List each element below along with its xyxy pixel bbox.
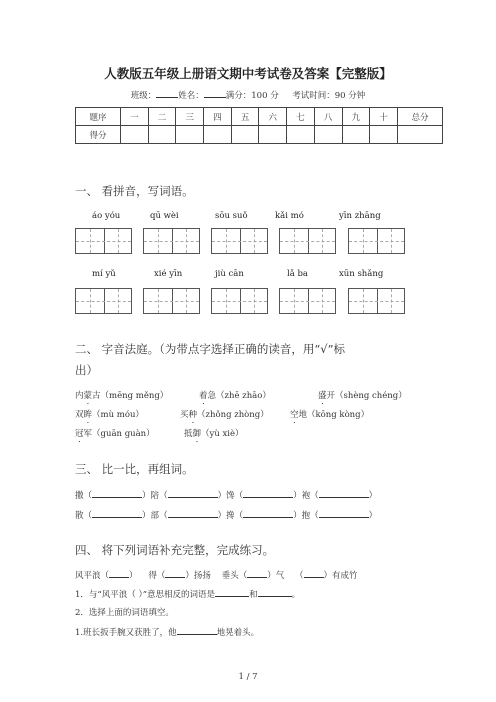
item-word: 双眸 — [75, 410, 93, 420]
score-cell[interactable] — [342, 126, 370, 144]
item-word: 抵御 — [184, 429, 202, 439]
pronunciation-item — [75, 389, 168, 406]
section4-heading: 四、 将下列词语补充完整，完成练习。 — [75, 543, 275, 557]
idiom-text: ） — [129, 571, 138, 581]
idiom-text: 垂头（ — [221, 571, 248, 581]
section3-heading: 三、 比一比，再组词。 — [75, 462, 194, 476]
answer-blank[interactable] — [258, 587, 292, 597]
item-options[interactable]: （shèng chéng） — [335, 391, 407, 401]
idiom-text: ）有成竹 — [323, 571, 358, 581]
table-cell: 十 — [370, 108, 398, 126]
pinyin-label: lǎ ba — [287, 269, 308, 279]
class-blank — [156, 88, 178, 98]
idiom-text: ）气 — [267, 571, 285, 581]
item-options[interactable]: （mēng měng） — [100, 391, 169, 401]
score-cell[interactable] — [231, 126, 259, 144]
page-number: 1 / 7 — [238, 672, 258, 682]
answer-blank[interactable] — [168, 488, 218, 498]
pronunciation-item — [318, 389, 407, 406]
writing-grid[interactable] — [211, 288, 268, 314]
pinyin-label: jiù cān — [215, 269, 244, 279]
score-cell[interactable] — [176, 126, 204, 144]
score-cell[interactable] — [314, 126, 342, 144]
compare-char: 馋 — [226, 491, 235, 501]
question-3 — [75, 625, 259, 638]
compare-row-2: 散（ ）部（ ）搀（ ）抱（ ） — [75, 508, 377, 521]
item-options[interactable]: （guān guàn） — [92, 429, 155, 439]
table-cell: 六 — [259, 108, 287, 126]
answer-blank[interactable] — [304, 568, 324, 578]
idiom-row — [75, 568, 358, 581]
table-cell: 四 — [204, 108, 232, 126]
pinyin-label: xūn shǎng — [339, 269, 384, 279]
section2-heading-cont: 出） — [75, 363, 98, 377]
score-cell[interactable] — [148, 126, 176, 144]
question-2: 2．选择上面的词语填空。 — [75, 608, 174, 618]
table-cell: 五 — [231, 108, 259, 126]
pronunciation-item — [184, 427, 244, 444]
table-cell: 得分 — [76, 126, 121, 144]
question-text: 。 — [291, 590, 301, 600]
table-cell: 题序 — [76, 108, 121, 126]
question-1 — [75, 587, 300, 600]
score-cell[interactable] — [259, 126, 287, 144]
item-options[interactable]: （zhǒng zhòng） — [197, 410, 269, 420]
pinyin-label: áo yóu — [92, 211, 121, 221]
table-cell: 一 — [121, 108, 149, 126]
page-title: 人教版五年级上册语文期中考试卷及答案【完整版】 — [104, 66, 392, 81]
table-cell: 七 — [287, 108, 315, 126]
pronunciation-item — [75, 408, 144, 425]
section2-heading: 二、 字音法庭。（为带点字选择正确的读音，用“√”标 — [75, 342, 345, 356]
item-word: 空地 — [290, 410, 308, 420]
writing-grid[interactable] — [279, 228, 336, 254]
class-label: 班级： — [130, 91, 157, 101]
section1-heading: 一、 看拼音，写词语。 — [75, 184, 194, 198]
pronunciation-item — [199, 389, 271, 406]
table-cell: 三 — [176, 108, 204, 126]
pinyin-label: xié yīn — [154, 269, 183, 279]
exam-info — [0, 88, 496, 101]
score-cell[interactable] — [121, 126, 149, 144]
question-text: 和 — [249, 590, 258, 600]
exam-time: 考试时间：90 分钟 — [292, 91, 366, 101]
item-word: 冠军 — [75, 429, 93, 439]
compare-char: 抱 — [301, 511, 311, 521]
idiom-text: 得（ — [148, 571, 166, 581]
answer-blank[interactable] — [243, 488, 293, 498]
pronunciation-item — [290, 408, 369, 425]
answer-blank[interactable] — [247, 568, 267, 578]
score-table — [75, 107, 443, 144]
pronunciation-item — [75, 427, 155, 444]
idiom-text: （ — [295, 571, 304, 581]
answer-blank[interactable] — [319, 488, 369, 498]
idiom-text: 风平浪（ — [75, 571, 110, 581]
writing-grid[interactable] — [348, 288, 405, 314]
name-label: 姓名： — [178, 91, 204, 101]
item-word: 着急 — [199, 391, 217, 401]
pinyin-label: kǎi mó — [275, 211, 304, 221]
question-text: 1．与“风平浪（ ）”意思相反的词语是 — [75, 590, 216, 600]
pinyin-label: sōu suǒ — [215, 211, 248, 221]
writing-grid[interactable] — [279, 288, 336, 314]
answer-blank[interactable] — [215, 587, 249, 597]
writing-grid[interactable] — [348, 228, 405, 254]
compare-char: 部 — [150, 511, 160, 521]
compare-char: 袍 — [301, 491, 311, 501]
name-blank — [204, 88, 226, 98]
table-cell: 二 — [148, 108, 176, 126]
pinyin-label: yīn zhāng — [339, 211, 381, 221]
item-options[interactable]: （yù xiè） — [201, 429, 244, 439]
item-options[interactable]: （zhē zhāo） — [216, 391, 271, 401]
full-score: 满分：100 分 — [225, 91, 279, 101]
writing-grid[interactable] — [143, 228, 200, 254]
pronunciation-item — [180, 408, 269, 425]
answer-blank[interactable] — [168, 508, 218, 518]
writing-grid[interactable] — [211, 228, 268, 254]
question-text: 1.班长扳手腕又获胜了，他 — [75, 628, 177, 638]
compare-char: 陪 — [150, 491, 160, 501]
score-cell[interactable] — [204, 126, 232, 144]
item-word: 盛开 — [318, 391, 336, 401]
compare-char: 搀 — [226, 511, 235, 521]
table-cell: 八 — [314, 108, 342, 126]
answer-blank[interactable] — [92, 508, 142, 518]
item-options[interactable]: （kōng kòng） — [307, 410, 370, 420]
score-cell[interactable] — [398, 126, 443, 144]
pinyin-label: qū wèi — [150, 211, 179, 221]
table-cell: 总分 — [398, 108, 443, 126]
writing-grid[interactable] — [75, 288, 132, 314]
writing-grid[interactable] — [75, 228, 132, 254]
answer-blank[interactable] — [165, 568, 185, 578]
score-table-row — [76, 126, 443, 144]
item-word: 内蒙古 — [75, 391, 101, 401]
item-word: 买种 — [180, 410, 198, 420]
answer-blank[interactable] — [109, 568, 129, 578]
answer-blank[interactable] — [177, 625, 217, 635]
answer-blank[interactable] — [92, 488, 142, 498]
score-cell[interactable] — [287, 126, 315, 144]
writing-grid[interactable] — [143, 288, 200, 314]
table-cell: 九 — [342, 108, 370, 126]
score-table-header — [76, 108, 443, 126]
score-cell[interactable] — [370, 126, 398, 144]
compare-char: 散 — [75, 511, 84, 521]
compare-char: 撒 — [75, 491, 84, 501]
pinyin-label: mí yǔ — [92, 269, 116, 279]
idiom-text: ）扬扬 — [185, 571, 211, 581]
answer-blank[interactable] — [319, 508, 369, 518]
item-options[interactable]: （mù móu） — [92, 410, 144, 420]
answer-blank[interactable] — [243, 508, 293, 518]
compare-row-1: 撒（ ）陪（ ）馋（ ）袍（ ） — [75, 488, 377, 501]
question-text: 地晃着头。 — [216, 628, 260, 638]
